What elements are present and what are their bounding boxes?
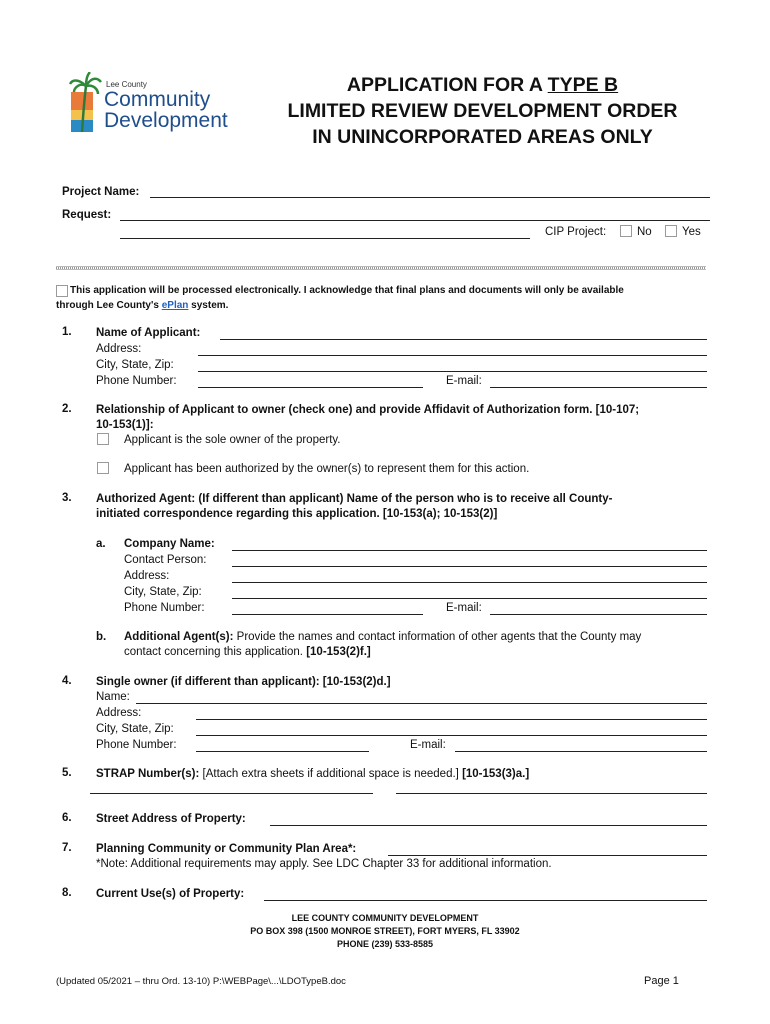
request-label: Request: bbox=[62, 209, 112, 221]
applicant-address-label: Address: bbox=[96, 343, 142, 355]
sole-owner-checkbox[interactable] bbox=[97, 433, 109, 445]
section-5-number: 5. bbox=[62, 767, 72, 779]
section-1-number: 1. bbox=[62, 326, 72, 338]
relationship-text-1: Relationship of Applicant to owner (check one) and provide Affidavit of Authorization form. [10-107; bbox=[96, 404, 640, 416]
authorized-label: Applicant has been authorized by the owner(s) to represent them for this action. bbox=[124, 463, 530, 475]
additional-agents-ref: [10-153(2)f.] bbox=[306, 646, 371, 658]
palm-tree-icon bbox=[68, 72, 102, 134]
relationship-text-2: 10-153(1)]: bbox=[96, 419, 154, 431]
owner-address-label: Address: bbox=[96, 707, 142, 719]
strap-ref: [10-153(3)a.] bbox=[462, 768, 530, 780]
current-use-label: Current Use(s) of Property: bbox=[96, 888, 245, 900]
cip-yes-label: Yes bbox=[682, 226, 701, 238]
agent-city-field[interactable] bbox=[232, 598, 707, 599]
title-type-b: TYPE B bbox=[547, 74, 619, 96]
applicant-name-label: Name of Applicant: bbox=[96, 327, 201, 339]
applicant-name-field[interactable] bbox=[220, 339, 707, 340]
eplan-text-2-prefix: through Lee County's bbox=[56, 300, 162, 311]
section-6-number: 6. bbox=[62, 812, 72, 824]
company-name-field[interactable] bbox=[232, 550, 707, 551]
additional-agents-label: Additional Agent(s): bbox=[124, 631, 234, 643]
lee-county-logo bbox=[68, 72, 238, 134]
project-name-label: Project Name: bbox=[62, 186, 140, 198]
title-line2: LIMITED REVIEW DEVELOPMENT ORDER bbox=[287, 100, 678, 122]
section-2-number: 2. bbox=[62, 403, 72, 415]
section-7-number: 7. bbox=[62, 842, 72, 854]
street-address-label: Street Address of Property: bbox=[96, 813, 246, 825]
title-line1-prefix: APPLICATION FOR A bbox=[346, 74, 548, 96]
owner-phone-field[interactable] bbox=[196, 751, 369, 752]
eplan-text-2 bbox=[56, 300, 228, 311]
strap-description: [Attach extra sheets if additional space is needed.] bbox=[199, 768, 463, 780]
agent-email-field[interactable] bbox=[490, 614, 707, 615]
request-field-1[interactable] bbox=[120, 220, 710, 221]
footer-address: PO BOX 398 (1500 MONROE STREET), FORT MYERS, FL 33902 bbox=[250, 926, 520, 936]
agent-address-field[interactable] bbox=[232, 582, 707, 583]
eplan-link[interactable]: ePlan bbox=[161, 300, 189, 311]
logo-line3: Development bbox=[104, 109, 228, 132]
applicant-email-field[interactable] bbox=[490, 387, 707, 388]
page-number: Page 1 bbox=[644, 975, 679, 987]
agent-email-label: E-mail: bbox=[446, 602, 482, 614]
owner-email-label: E-mail: bbox=[410, 739, 446, 751]
request-field-2[interactable] bbox=[120, 238, 530, 239]
owner-city-field[interactable] bbox=[196, 735, 707, 736]
sole-owner-label: Applicant is the sole owner of the property. bbox=[124, 434, 341, 446]
additional-agents-text-1 bbox=[124, 630, 641, 644]
applicant-city-field[interactable] bbox=[198, 371, 707, 372]
cip-no-label: No bbox=[637, 226, 652, 238]
owner-email-field[interactable] bbox=[455, 751, 707, 752]
planning-community-field[interactable] bbox=[388, 855, 707, 856]
cip-no-checkbox[interactable] bbox=[620, 225, 632, 237]
owner-phone-label: Phone Number: bbox=[96, 739, 177, 751]
applicant-address-field[interactable] bbox=[198, 355, 707, 356]
applicant-phone-label: Phone Number: bbox=[96, 375, 177, 387]
street-address-field[interactable] bbox=[270, 825, 707, 826]
cip-yes-checkbox[interactable] bbox=[665, 225, 677, 237]
agent-phone-field[interactable] bbox=[232, 614, 423, 615]
owner-city-label: City, State, Zip: bbox=[96, 723, 174, 735]
eplan-acknowledge-checkbox[interactable] bbox=[56, 285, 68, 297]
agent-address-label: Address: bbox=[124, 570, 170, 582]
agent-phone-label: Phone Number: bbox=[124, 602, 205, 614]
owner-address-field[interactable] bbox=[196, 719, 707, 720]
eplan-text-2-suffix: system. bbox=[188, 300, 229, 311]
section-3a-letter: a. bbox=[96, 538, 106, 550]
section-3b-letter: b. bbox=[96, 631, 107, 643]
single-owner-label: Single owner (if different than applicant): [10-153(2)d.] bbox=[96, 676, 391, 688]
section-8-number: 8. bbox=[62, 887, 72, 899]
strap-field-1[interactable] bbox=[90, 793, 373, 794]
strap-label: STRAP Number(s): bbox=[96, 768, 200, 780]
agent-text-1: Authorized Agent: (If different than applicant) Name of the person who is to receive all County- bbox=[96, 493, 613, 505]
current-use-field[interactable] bbox=[264, 900, 707, 901]
strap-field-2[interactable] bbox=[396, 793, 707, 794]
additional-agents-description: Provide the names and contact information of other agents that the County may bbox=[233, 631, 642, 643]
owner-name-field[interactable] bbox=[136, 703, 707, 704]
additional-agents-description-2: contact concerning this application. bbox=[124, 646, 307, 658]
section-divider bbox=[56, 266, 706, 270]
owner-name-label: Name: bbox=[96, 691, 130, 703]
applicant-city-label: City, State, Zip: bbox=[96, 359, 174, 371]
additional-agents-text-2 bbox=[124, 645, 371, 659]
authorized-checkbox[interactable] bbox=[97, 462, 109, 474]
section-4-number: 4. bbox=[62, 675, 72, 687]
footer-phone: PHONE (239) 533-8585 bbox=[336, 939, 434, 949]
footer-org: LEE COUNTY COMMUNITY DEVELOPMENT bbox=[291, 913, 479, 923]
contact-person-field[interactable] bbox=[232, 566, 707, 567]
logo-line1: Lee County bbox=[106, 80, 147, 89]
applicant-phone-field[interactable] bbox=[198, 387, 423, 388]
title-line3: IN UNINCORPORATED AREAS ONLY bbox=[312, 126, 653, 148]
cip-project-label: CIP Project: bbox=[545, 226, 607, 238]
page-title bbox=[250, 72, 715, 150]
company-name-label: Company Name: bbox=[124, 538, 215, 550]
title-line1 bbox=[250, 72, 715, 98]
planning-community-note: *Note: Additional requirements may apply. See LDC Chapter 33 for additional information. bbox=[96, 858, 552, 870]
footer-updated: (Updated 05/2021 – thru Ord. 13-10) P:\WEBPage\...\LDOTypeB.doc bbox=[56, 976, 346, 987]
project-name-field[interactable] bbox=[150, 197, 710, 198]
section-3-number: 3. bbox=[62, 492, 72, 504]
agent-city-label: City, State, Zip: bbox=[124, 586, 202, 598]
eplan-text-1: This application will be processed electronically. I acknowledge that final plans and documents will only be available bbox=[70, 285, 624, 296]
applicant-email-label: E-mail: bbox=[446, 375, 482, 387]
logo-line2: Community bbox=[104, 88, 211, 111]
strap-text bbox=[96, 767, 529, 781]
planning-community-label: Planning Community or Community Plan Area*: bbox=[96, 843, 357, 855]
contact-person-label: Contact Person: bbox=[124, 554, 207, 566]
agent-text-2: initiated correspondence regarding this application. [10-153(a); 10-153(2)] bbox=[96, 508, 498, 520]
